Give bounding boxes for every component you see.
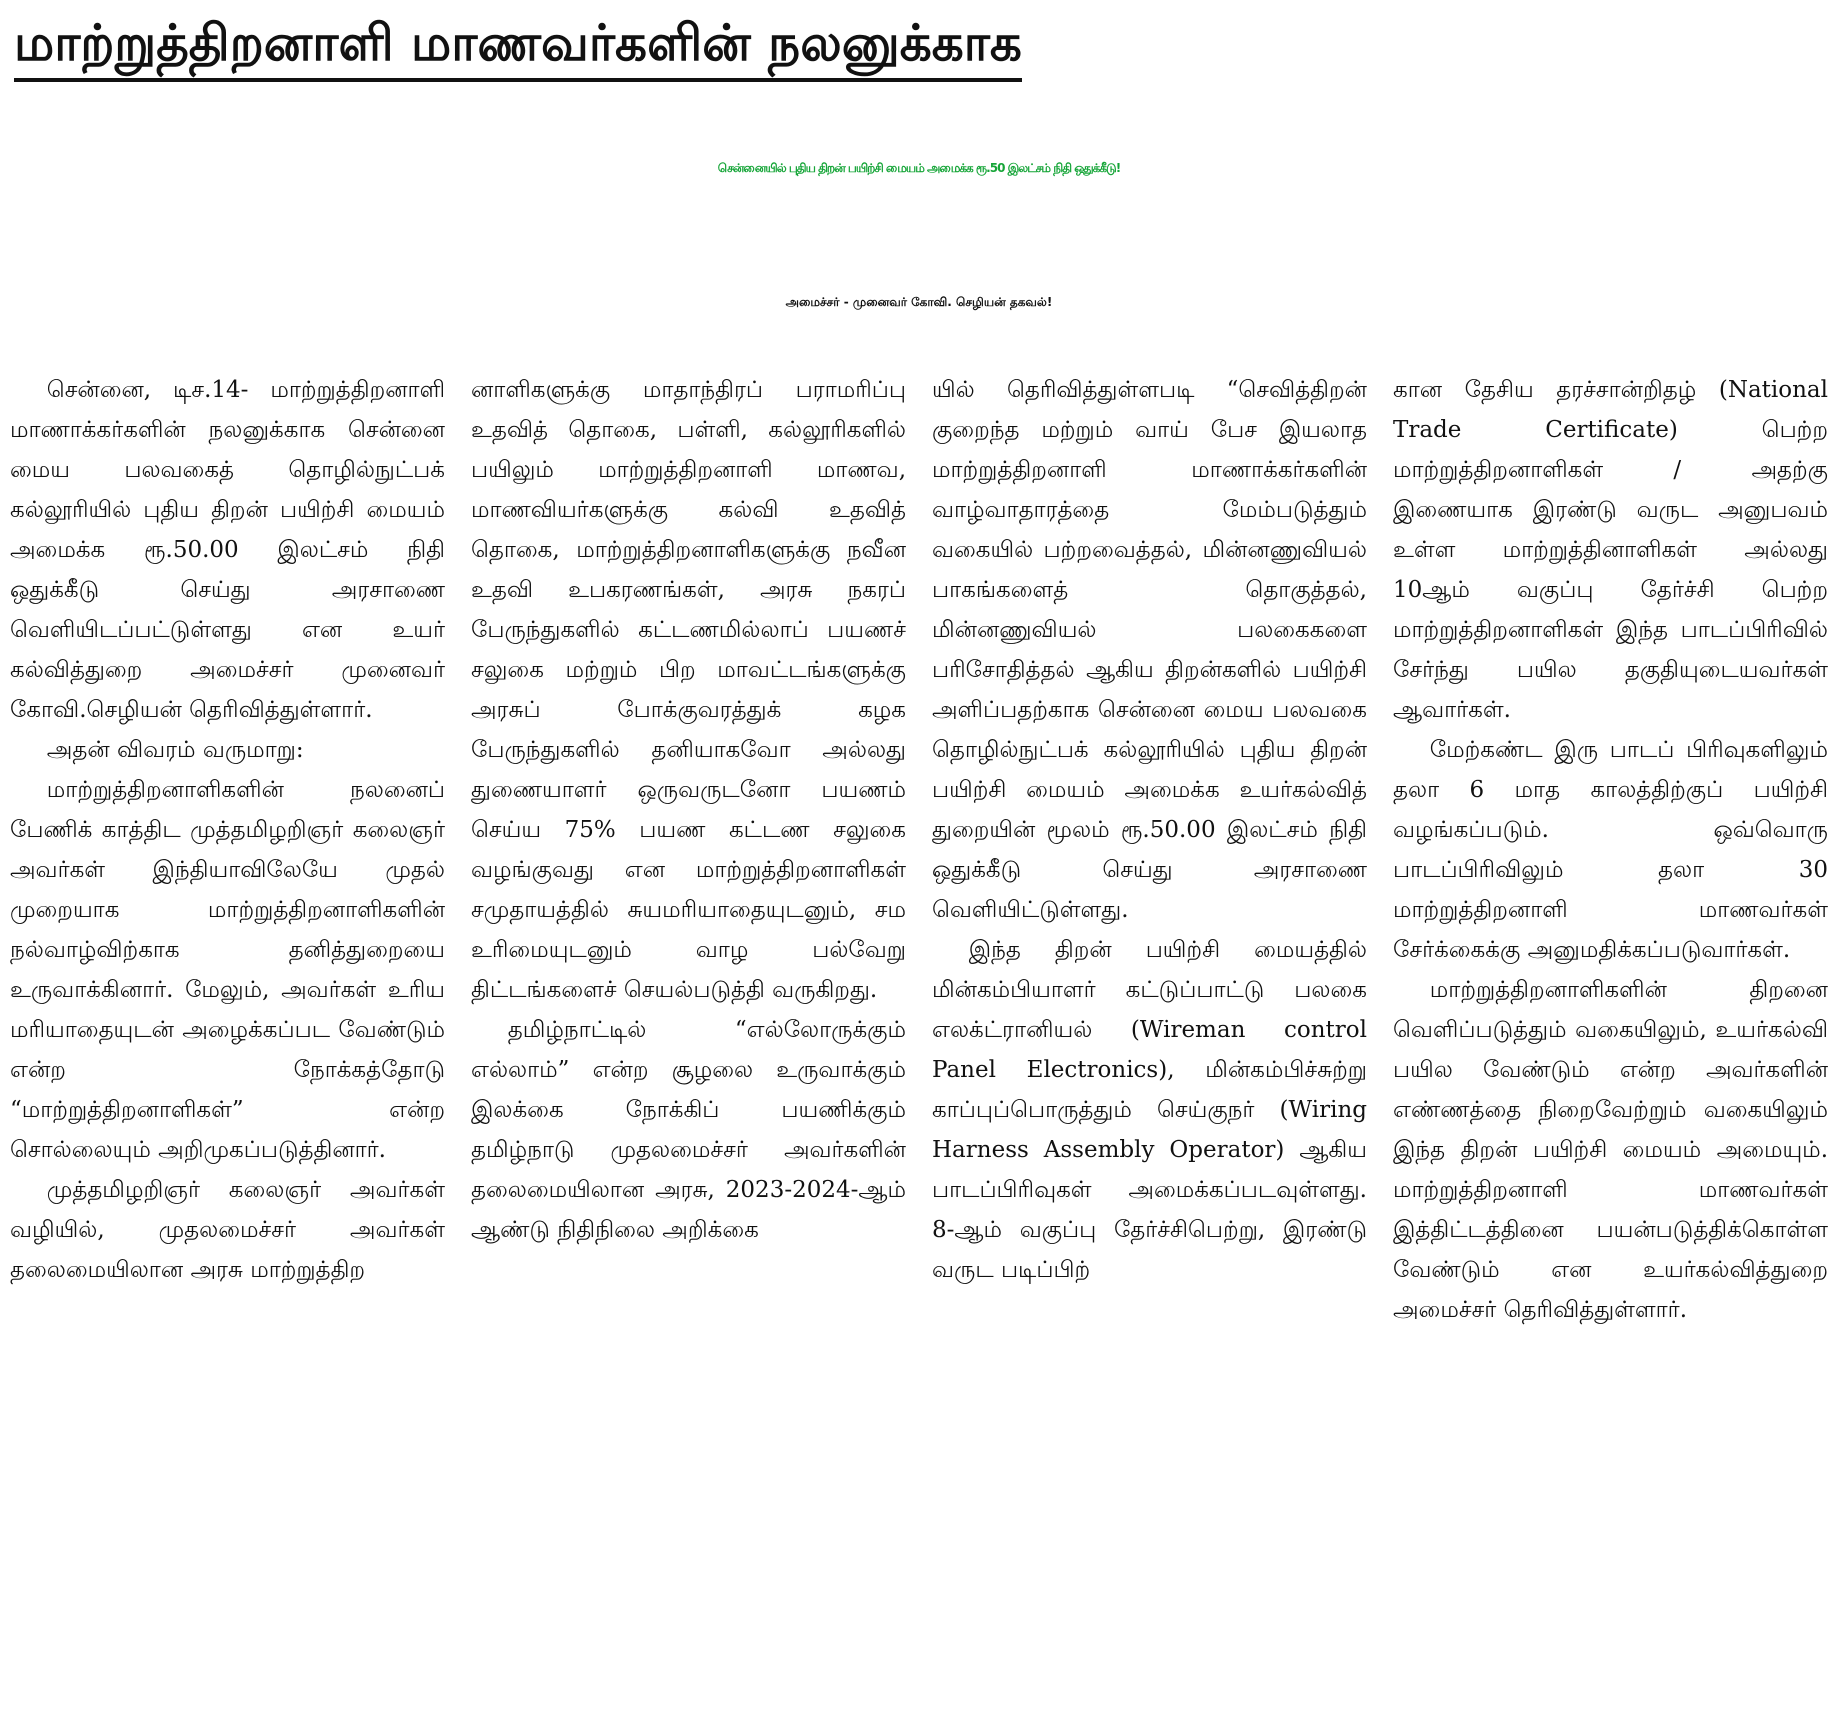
paragraph: தமிழ்நாட்டில் “எல்லோருக்கும் எல்லாம்” என்ற சூழலை உருவாக்கும் இலக்கை நோக்கிப் பயணிக்கும் தமிழ்நாடு முதலமைச்சர் அவர்களின் தலைமையிலான அரசு, 2023-2024-ஆம் ஆண்டு நிதிநிலை அறிக்கை bbox=[471, 1017, 906, 1243]
main-headline: சென்னையில் புதிய திறன் பயிற்சி மையம் அமைக்க ரூ.50 இலட்சம் நிதி ஒதுக்கீடு! bbox=[717, 161, 1121, 175]
paragraph: கான தேசிய தரச்சான்றிதழ் (National Trade Certificate) பெற்ற மாற்றுத்திறனாளிகள் / அதற்கு இணையாக இரண்டு வருட அனுபவம் உள்ள மாற்றுத்தினாளிகள் அல்லது 10ஆம் வகுப்பு தேர்ச்சி பெற்ற மாற்றுத்திறனாளிகள் இந்த பாடப்பிரிவில் சேர்ந்து பயில தகுதியுடையவர்கள் ஆவார்கள். bbox=[1393, 377, 1828, 723]
article-columns bbox=[10, 370, 1828, 1700]
paragraph: அதன் விவரம் வருமாறு: bbox=[46, 737, 304, 763]
column-1 bbox=[10, 370, 445, 1700]
paragraph: யில் தெரிவித்துள்ளபடி “செவித்திறன் குறைந்த மற்றும் வாய் பேச இயலாத மாற்றுத்திறனாளி மாணாக்கர்களின் வாழ்வாதாரத்தை மேம்படுத்தும் வகையில் பற்றவைத்தல், மின்னணுவியல் பாகங்களைத் தொகுத்தல், மின்னணுவியல் பலகைகளை பரிசோதித்தல் ஆகிய திறன்களில் பயிற்சி அளிப்பதற்காக சென்னை மைய பலவகை தொழில்நுட்பக் கல்லூரியில் புதிய திறன் பயிற்சி மையம் அமைக்க உயர்கல்வித் துறையின் மூலம் ரூ.50.00 இலட்சம் நிதி ஒதுக்கீடு செய்து அரசாணை வெளியிட்டுள்ளது. bbox=[932, 377, 1367, 923]
paragraph: னாளிகளுக்கு மாதாந்திரப் பராமரிப்பு உதவித் தொகை, பள்ளி, கல்லூரிகளில் பயிலும் மாற்றுத்திறனாளி மாணவ, மாணவியர்களுக்கு கல்வி உதவித் தொகை, மாற்றுத்திறனாளிகளுக்கு நவீன உதவி உபகரணங்கள், அரசு நகரப் பேருந்துகளில் கட்டணமில்லாப் பயணச் சலுகை மற்றும் பிற மாவட்டங்களுக்கு அரசுப் போக்குவரத்துக் கழக பேருந்துகளில் தனியாகவோ அல்லது துணையாளர் ஒருவருடனோ பயணம் செய்ய 75% பயண கட்டண சலுகை வழங்குவது என மாற்றுத்திறனாளிகள் சமுதாயத்தில் சுயமரியாதையுடனும், சம உரிமையுடனும் வாழ பல்வேறு திட்டங்களைச் செயல்படுத்தி வருகிறது. bbox=[471, 377, 906, 1003]
column-2 bbox=[471, 370, 906, 1700]
column-4 bbox=[1393, 370, 1828, 1700]
paragraph: மேற்கண்ட இரு பாடப் பிரிவுகளிலும் தலா 6 மாத காலத்திற்குப் பயிற்சி வழங்கப்படும். ஒவ்வொரு பாடப்பிரிவிலும் தலா 30 மாற்றுத்திறனாளி மாணவர்கள் சேர்க்கைக்கு அனுமதிக்கப்படுவார்கள். bbox=[1393, 737, 1828, 963]
paragraph: மாற்றுத்திறனாளிகளின் நலனைப் பேணிக் காத்திட முத்தமிழறிஞர் கலைஞர் அவர்கள் இந்தியாவிலேயே முதல் முறையாக மாற்றுத்திறனாளிகளின் நல்வாழ்விற்காக தனித்துறையை உருவாக்கினார். மேலும், அவர்கள் உரிய மரியாதையுடன் அழைக்கப்பட வேண்டும் என்ற நோக்கத்தோடு “மாற்றுத்திறனாளிகள்” என்ற சொல்லையும் அறிமுகப்படுத்தினார். bbox=[10, 777, 445, 1163]
column-3 bbox=[932, 370, 1367, 1700]
paragraph: முத்தமிழறிஞர் கலைஞர் அவர்கள் வழியில், முதலமைச்சர் அவர்கள் தலைமையிலான அரசு மாற்றுத்திற bbox=[10, 1177, 445, 1283]
kicker-headline: மாற்றுத்திறனாளி மாணவர்களின் நலனுக்காக bbox=[14, 10, 1022, 82]
paragraph: சென்னை, டிச.14- மாற்றுத்திறனாளி மாணாக்கர்களின் நலனுக்காக சென்னை மைய பலவகைத் தொழில்நுட்பக் கல்லூரியில் புதிய திறன் பயிற்சி மையம் அமைக்க ரூ.50.00 இலட்சம் நிதி ஒதுக்கீடு செய்து அரசாணை வெளியிடப்பட்டுள்ளது என உயர் கல்வித்துறை அமைச்சர் முனைவர் கோவி.செழியன் தெரிவித்துள்ளார். bbox=[10, 377, 445, 723]
paragraph: மாற்றுத்திறனாளிகளின் திறனை வெளிப்படுத்தும் வகையிலும், உயர்கல்வி பயில வேண்டும் என்ற அவர்களின் எண்ணத்தை நிறைவேற்றும் வகையிலும் இந்த திறன் பயிற்சி மையம் அமையும். மாற்றுத்திறனாளி மாணவர்கள் இத்திட்டத்தினை பயன்படுத்திக்கொள்ள வேண்டும் என உயர்கல்வித்துறை அமைச்சர் தெரிவித்துள்ளார். bbox=[1393, 977, 1828, 1323]
paragraph: இந்த திறன் பயிற்சி மையத்தில் மின்கம்பியாளர் கட்டுப்பாட்டு பலகை எலக்ட்ரானியல் (Wireman control Panel Electronics), மின்கம்பிச்சுற்று காப்புப்பொருத்தும் செய்குநர் (Wiring Harness Assembly Operator) ஆகிய பாடப்பிரிவுகள் அமைக்கப்படவுள்ளது. 8-ஆம் வகுப்பு தேர்ச்சிபெற்று, இரண்டு வருட படிப்பிற் bbox=[932, 937, 1367, 1283]
sub-headline: அமைச்சர் - முனைவர் கோவி. செழியன் தகவல்! bbox=[785, 295, 1053, 309]
